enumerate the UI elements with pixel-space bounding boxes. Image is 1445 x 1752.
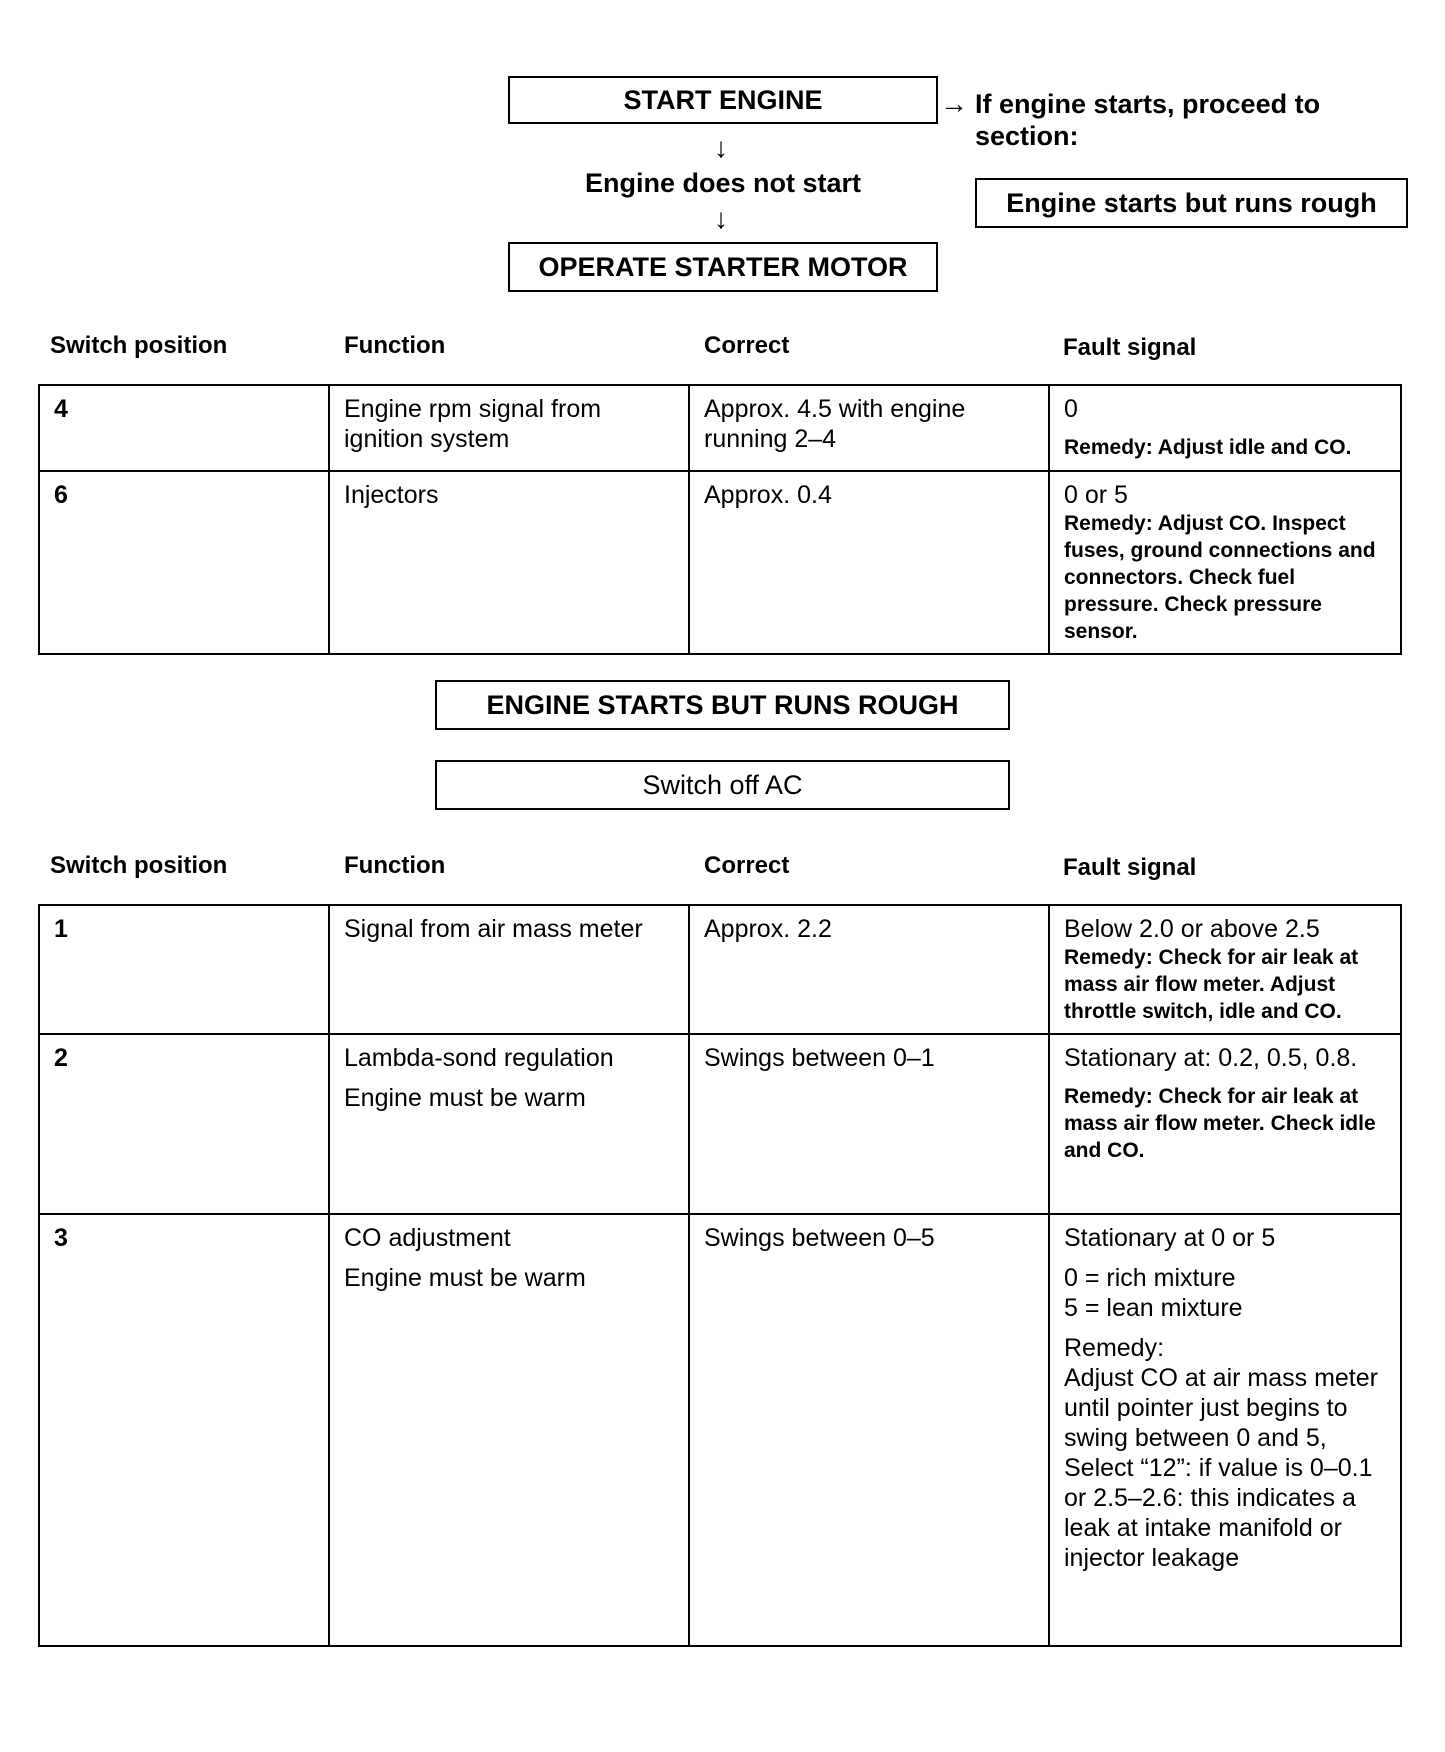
fault-value: Below 2.0 or above 2.5: [1064, 915, 1320, 943]
function-note: Engine must be warm: [344, 1084, 586, 1112]
fault-signal-cell: [1049, 1214, 1401, 1646]
start-engine-label: START ENGINE: [623, 84, 823, 115]
switch-position-cell: 1: [39, 905, 329, 1034]
table-row: [39, 905, 1401, 1034]
function-note: Engine must be warm: [344, 1264, 586, 1292]
function-cell: Signal from air mass meter: [329, 905, 689, 1034]
correct-cell: Approx. 0.4: [689, 471, 1049, 654]
fault-value: Stationary at 0 or 5: [1064, 1224, 1276, 1252]
if-starts-note: If engine starts, proceed to section:: [975, 89, 1321, 151]
function-text: Lambda-sond regulation: [344, 1044, 614, 1072]
remedy-label: Remedy:: [1064, 1334, 1165, 1362]
header-correct: Correct: [704, 332, 790, 359]
remedy-text: Adjust CO at air mass meter until pointer just begins to swing between 0 and 5, Select “12”: if value is 0–0.1 or 2.5–2.6: this indicates a leak at intake manifold or injector leakage: [1064, 1364, 1378, 1572]
fault-line-lean: 5 = lean mixture: [1064, 1294, 1243, 1322]
fault-value: 0: [1064, 395, 1078, 423]
section-title-box: [435, 680, 1010, 730]
correct-cell: Swings between 0–1: [689, 1034, 1049, 1214]
header-function: Function: [344, 332, 446, 359]
header-correct: Correct: [704, 852, 790, 879]
start-engine-box: [508, 76, 938, 124]
switch-position-cell: 2: [39, 1034, 329, 1214]
function-cell: [329, 1214, 689, 1646]
arrow-right-icon: →: [940, 88, 968, 119]
remedy-text: Remedy: Adjust CO. Inspect fuses, ground connections and connectors. Check fuel pressure. Check pressure sensor.: [1064, 512, 1376, 643]
fault-value: 0 or 5: [1064, 481, 1128, 509]
function-text: CO adjustment: [344, 1224, 511, 1252]
fault-signal-cell: [1049, 1034, 1401, 1214]
function-cell: Engine rpm signal from ignition system: [329, 385, 689, 471]
switch-off-ac-box: [435, 760, 1010, 810]
starts-rough-reference-box: [975, 178, 1408, 228]
diagnostic-table-2: [38, 904, 1402, 1647]
fault-signal-cell: [1049, 905, 1401, 1034]
table-row: [39, 385, 1401, 471]
header-switch-position: Switch position: [50, 332, 228, 359]
table-row: [39, 1214, 1401, 1646]
operate-starter-label: OPERATE STARTER MOTOR: [538, 251, 908, 282]
function-cell: [329, 1034, 689, 1214]
header-fault-signal: Fault signal: [1063, 854, 1197, 881]
diagnostic-table-1: [38, 384, 1402, 655]
engine-not-start-label: Engine does not start: [584, 168, 862, 198]
fault-signal-cell: [1049, 385, 1401, 471]
switch-position-cell: 6: [39, 471, 329, 654]
arrow-down-icon: ↓: [714, 203, 728, 234]
table-row: [39, 471, 1401, 654]
switch-position-cell: 4: [39, 385, 329, 471]
arrow-down-icon: ↓: [714, 132, 728, 163]
switch-position-cell: 3: [39, 1214, 329, 1646]
remedy-text: Remedy: Adjust idle and CO.: [1064, 436, 1352, 459]
table-row: [39, 1034, 1401, 1214]
remedy-text: Remedy: Check for air leak at mass air flow meter. Adjust throttle switch, idle and CO.: [1064, 946, 1359, 1023]
header-fault-signal: Fault signal: [1063, 334, 1197, 361]
correct-cell: Approx. 4.5 with engine running 2–4: [689, 385, 1049, 471]
remedy-text: Remedy: Check for air leak at mass air flow meter. Check idle and CO.: [1064, 1085, 1376, 1162]
correct-cell: Approx. 2.2: [689, 905, 1049, 1034]
correct-cell: Swings between 0–5: [689, 1214, 1049, 1646]
header-function: Function: [344, 852, 446, 879]
fault-line-rich: 0 = rich mixture: [1064, 1264, 1236, 1292]
switch-off-ac-label: Switch off AC: [642, 769, 803, 800]
fault-value: Stationary at: 0.2, 0.5, 0.8.: [1064, 1044, 1358, 1072]
function-cell: Injectors: [329, 471, 689, 654]
operate-starter-box: [508, 242, 938, 292]
header-switch-position: Switch position: [50, 852, 228, 879]
section-title: ENGINE STARTS BUT RUNS ROUGH: [486, 689, 959, 720]
fault-signal-cell: [1049, 471, 1401, 654]
starts-rough-reference-label: Engine starts but runs rough: [1006, 187, 1377, 218]
